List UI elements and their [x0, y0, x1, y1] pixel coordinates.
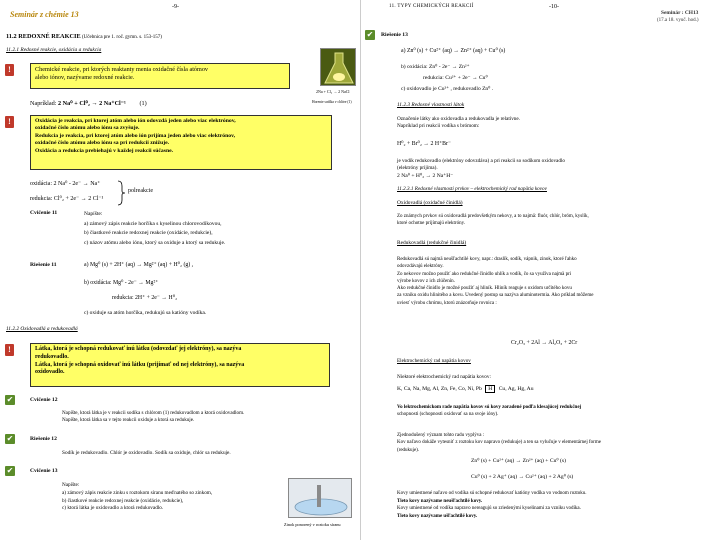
- photo-caption-1: 2Na + Cl₂ → 2 NaCl: [316, 89, 350, 94]
- agents-line: redukovadlo.: [35, 353, 69, 360]
- oxidation-definition-box: [30, 115, 332, 170]
- example-number: (1): [139, 100, 147, 107]
- reductants-line: Redukovadlá sú najmä neušľachtilé kovy, napr.: draslík, sodík, vápnik, zinok, ktoré ľahko: [397, 257, 577, 262]
- checkmark-icon: ✔: [6, 466, 14, 475]
- definition-box: [30, 63, 290, 89]
- reductants-line: Zo nekovov možno použiť ako redukčné činidlo uhlík a vodík, čo sa využíva najmä pri: [397, 271, 572, 277]
- series-line: Zjednodušený význam tohto radu vyplýva :: [397, 433, 485, 438]
- solution-11-a: a) Mg⁰ (s) + 2H⁺ (aq) → Mg²⁺ (aq) + H⁰₂ (g) ,: [84, 262, 194, 268]
- hydrogen-line: je vodík redukovadlo (elektróny odovzdáva) a pri reakcii so sodíkom oxidovadlo: [397, 158, 565, 164]
- exercise-line: Napíšte, ktorá látka sa v tejto reakcii oxiduje a ktorá sa redukuje.: [62, 416, 195, 423]
- equation-na-h2: 2 Na⁰ + H⁰₂ → 2 Na⁺H⁻: [397, 173, 454, 179]
- oxidants-line: Zo známych prvkov sú oxidovadlá predovšetkým nekovy, a to najmä: fluór, chlór, bróm, kyslík,: [397, 214, 589, 219]
- oxidation-line: oxidačné číslo atómu alebo iónu sa zvyšuje.: [35, 125, 140, 132]
- series-right: Cu, Ag, Hg, Au: [498, 386, 534, 392]
- photo2-caption: Zinok ponorený v roztoku síranu: [284, 522, 341, 527]
- solution-11-label: Riešenie 11: [30, 262, 57, 268]
- exercise-line: a) zámový zápis reakcie zinku s roztokom síranu meďnatého so zinkom,: [62, 489, 213, 496]
- oxidants-title: Oxidovadlá (oxidačné činidlá): [397, 200, 463, 206]
- reductants-text: [397, 256, 593, 307]
- reductants-line: za vzniku oxidu hlinitého a kovu. Uvedený postup sa nazýva aluminotermia. Ako príklad môžeme: [397, 293, 594, 299]
- oxidants-line: ktoré ochotne prijímajú elektróny.: [397, 220, 465, 226]
- agents-line: oxidovadlo.: [35, 369, 65, 376]
- oxidants-text: [397, 214, 589, 227]
- section-title: 11.2 REDOXNÉ REAKCIE: [6, 33, 81, 40]
- equation-cu-ag: Cu⁰ (s) + 2 Ag⁺ (aq) → Cu²⁺ (aq) + 2 Ag⁰ (s): [471, 474, 574, 480]
- exercise-12-text: [62, 410, 244, 423]
- solution-13-label: Riešenie 13: [381, 32, 408, 38]
- reduction-line: Redukcia je reakcia, pri ktorej atóm alebo ión prijíma jeden alebo viac elektrónov,: [35, 132, 236, 139]
- brace-icon: [116, 180, 126, 206]
- solution-12-label: Riešenie 12: [30, 436, 57, 442]
- dish-image: [289, 479, 352, 518]
- series-line: Kov naľavo dokáže vytesniť z roztoku kov napravo (redukuje) a ten sa vylučuje v elementárnej forme: [397, 440, 601, 446]
- exercise-13-text: [62, 482, 212, 513]
- page-number-right: -10-: [549, 4, 559, 10]
- exercise-12-label: Cvičenie 12: [30, 397, 58, 403]
- solution-13-a: a) Zn⁰ (s) + Cu²⁺ (aq) → Zn²⁺ (aq) + Cu⁰ (s): [401, 48, 506, 54]
- photo-caption-2: Horenie sodíka v chlóre (1): [312, 100, 352, 104]
- series-line: schopnosti (schopnosti oxidovať sa na svoje ióny).: [397, 412, 499, 418]
- solution-11-b2: redukcia: 2H⁺ + 2e⁻ → H⁰₂: [112, 295, 178, 301]
- final-line: Kovy umiestnené od vodíka napravo nereagujú so zriedenými kyselinami za vzniku vodíka.: [397, 506, 581, 511]
- corner-title: Seminár z chémie 13: [10, 10, 79, 19]
- reductants-line: Ako redukčné činidlo je možné použiť aj hliník. Hliník reaguje s oxidom určitého kovu: [397, 286, 572, 291]
- oxidation-line: Oxidácia je reakcia, pri ktorej atóm alebo ión odovzdá jeden alebo viac elektrónov,: [35, 118, 236, 124]
- example-rhs: 2 Na⁺Cl⁻¹: [99, 100, 126, 107]
- flask-image: [321, 49, 356, 86]
- reductants-line: uviesť výrobu chrómu, ktorú znázorňuje rovnica :: [397, 300, 497, 306]
- exercise-11-label: Cvičenie 11: [30, 210, 58, 216]
- zinc-solution-photo: [288, 478, 352, 518]
- exercise-line: b) čiastkové reakcie redoxnej reakcie (oxidácie, redukcie),: [84, 230, 213, 237]
- series-line: Vo lektrochemickom rade napätia kovov sú kovy zoradené podľa klesajúcej redukčnej: [397, 405, 582, 410]
- checkmark-icon: ✔: [6, 395, 14, 404]
- intro-line: Napríklad pri reakcii vodíka s brómom:: [397, 122, 480, 129]
- exclamation-icon: !: [5, 344, 14, 356]
- reductants-title: Redukovadlá (redukčné činidlá): [397, 240, 467, 246]
- right-header: 11. TYPY CHEMICKÝCH REAKCIÍ: [389, 4, 474, 9]
- reductants-line: odovzdávajú elektróny.: [397, 264, 444, 270]
- intro-text: [397, 116, 520, 130]
- example-label: Napríklad:: [30, 100, 57, 107]
- metal-activity-series: [397, 386, 534, 393]
- final-text: [397, 490, 587, 520]
- exercise-line: b) čiastkové reakcie redoxnej reakcie (oxidácie, redukcie),: [62, 497, 184, 504]
- reduction-half-reaction: redukcia: Cl⁰₂ + 2e⁻ → 2 Cl⁻¹: [30, 196, 104, 202]
- equation-zn-cu: Zn⁰ (s) + Cu²⁺ (aq) → Zn²⁺ (aq) + Cu⁰ (s): [471, 458, 566, 464]
- right-page: [360, 0, 720, 540]
- section-ref: (Učebnica pre 1. roč. gymn. s. 153-157): [82, 35, 162, 40]
- series-explanation: [397, 404, 581, 419]
- equation-aluminothermy: Cr₂O₃ + 2Al → Al₂O₃ + 2Cr: [511, 340, 578, 346]
- subsection-3-title: 11.2.3 Redoxné vlastnosti látok: [397, 102, 465, 108]
- final-line: Tieto kovy nazývame ušľachtilé kovy.: [397, 513, 478, 519]
- exercise-13-label: Cvičenie 13: [30, 468, 58, 474]
- solution-13-c: c) oxidovadlo je Cu²⁺ , redukovadlo Zn⁰ .: [401, 86, 494, 92]
- sodium-burning-photo: [320, 48, 356, 86]
- series-line: (redukuje).: [397, 447, 420, 453]
- exercise-line: a) zámový zápis reakcie horčíka s kyselinou chlorovodíkovou,: [84, 220, 222, 227]
- brace-label: polreakcie: [128, 188, 153, 194]
- exercise-line: Napíšte:: [84, 211, 103, 217]
- example-lhs: 2 Na⁰ + Cl⁰₂: [58, 100, 90, 107]
- subsection-2-title: 11.2.2 Oxidovadlá a redukovadlá: [6, 326, 78, 332]
- agents-line: Látka, ktorá je schopná oxidovať inú látku (prijímať od nej elektróny), sa nazýva: [35, 361, 245, 368]
- series-title: Elektrochemický rad napätia kovov: [397, 358, 471, 364]
- equation-h2-br2: H⁰₂ + Br⁰₂ → 2 H⁺Br⁻: [397, 141, 451, 147]
- reduction-line: oxidačné číslo atómu alebo iónu sa pri redukcii znižuje.: [35, 140, 170, 147]
- corner-note-2: (17.a 18. vyuč. hod.): [657, 18, 699, 23]
- solution-13-b1: b) oxidácia: Zn⁰ - 2e⁻ → Zn²⁺: [401, 64, 470, 70]
- corner-note-1: Seminár : CH13: [661, 10, 699, 16]
- subsection-1-title: 11.2.1 Redoxné reakcie, oxidácia a redukcia: [6, 47, 102, 53]
- series-left: K, Ca, Na, Mg, Al, Zn, Fe, Co, Ni, Pb: [397, 386, 482, 392]
- example-equation: [30, 100, 147, 108]
- final-line: Tieto kovy nazývame neušľachtilé kovy.: [397, 498, 483, 504]
- exercise-line: c) názov atómu alebo iónu, ktorý sa oxiduje a ktorý sa redukuje.: [84, 239, 226, 246]
- exercise-line: c) ktorá látka je oxidovadlo a ktorá redukovadlo.: [62, 505, 164, 512]
- section-heading: [6, 33, 162, 42]
- exercise-line: Napíšte:: [62, 482, 80, 488]
- checkmark-icon: ✔: [6, 434, 14, 443]
- solution-11-b1: b) oxidácia: Mg⁰ - 2e⁻ → Mg²⁺: [84, 280, 159, 286]
- oxidation-half-reaction: oxidácia: 2 Na⁰ - 2e⁻ → Na⁺: [30, 181, 101, 187]
- hydrogen-text: [397, 158, 565, 172]
- page-number-left: -9-: [172, 4, 179, 10]
- final-line: Kovy umiestnené naľavo od vodíka sú schopné redukovať katióny vodíka vo vodnom roztoku.: [397, 491, 587, 496]
- reaction-arrow-icon: →: [91, 100, 100, 107]
- reductants-line: výrobe kovov z ich zlúčenín.: [397, 278, 455, 284]
- definition-line: Chemické reakcie, pri ktorých reaktanty menia oxidačné čísla atómov: [35, 66, 209, 73]
- subsection-4-title: 11.2.3.1 Redoxné vlastnosti prvkov – elektrochemický rad napätia kovov: [397, 186, 547, 192]
- exercise-line: Napíšte, ktorá látka je v reakcii sodíka s chlórom (1) redukovadlom a ktorá oxidovadlom.: [62, 410, 245, 416]
- exclamation-icon: !: [5, 116, 14, 128]
- definition-line: alebo iónov, nazývame redoxné reakcie.: [35, 74, 135, 82]
- hydrogen-line: (elektróny prijíma).: [397, 164, 438, 171]
- checkmark-icon: ✔: [366, 30, 374, 39]
- solution-13-b2: redukcia: Cu²⁺ + 2e⁻ → Cu⁰: [423, 75, 488, 81]
- intro-line: Označenie látky ako oxidovadla a redukovadla je relatívne.: [397, 116, 521, 122]
- agents-line: Látka, ktorá je schopná redukovať inú látku (odovzdať jej elektróny), sa nazýva: [35, 346, 242, 352]
- series-intro: Niektoré elektrochemický rad napätia kovov:: [397, 374, 491, 380]
- solution-12-text: Sodík je redukovadlo. Chlór je oxidovadlo. Sodík sa oxiduje, chlór sa redukuje.: [62, 450, 231, 456]
- exclamation-icon: !: [5, 64, 14, 76]
- solution-11-c: c) oxiduje sa atóm horčíka, redukujú sa katióny vodíka.: [84, 310, 207, 316]
- series-meaning: [397, 432, 601, 454]
- series-hydrogen: H: [485, 385, 495, 393]
- simultaneous-line: Oxidácia a redukcia prebiehajú v každej reakcii súčasne.: [35, 147, 174, 154]
- agents-definition-box: [30, 343, 330, 387]
- exercise-11-text: [84, 210, 225, 249]
